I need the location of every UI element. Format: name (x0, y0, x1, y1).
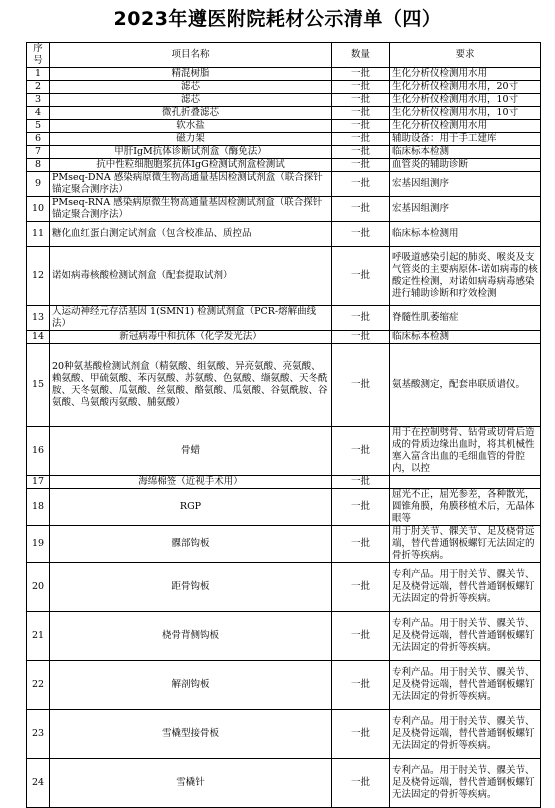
quantity-cell: 一批 (332, 612, 390, 661)
requirement-cell: 临床标本检测用 (390, 222, 541, 247)
serial-cell: 1 (27, 68, 50, 81)
table-row (27, 306, 541, 331)
requirement-cell: 生化分析仪检测用水用，10寸 (390, 94, 541, 107)
item-name-cell: 解剖钩板 (50, 661, 332, 710)
quantity-cell: 一批 (332, 563, 390, 612)
item-name-cell: 滤芯 (50, 94, 332, 107)
quantity-cell: 一批 (332, 120, 390, 133)
quantity-cell: 一批 (332, 427, 390, 476)
quantity-cell: 一批 (332, 68, 390, 81)
item-name-cell: 桡骨背侧钩板 (50, 612, 332, 661)
serial-cell: 16 (27, 427, 50, 476)
serial-cell: 17 (27, 476, 50, 489)
serial-cell: 3 (27, 94, 50, 107)
document-title: 2023年遵医附院耗材公示清单（四） (113, 8, 442, 30)
table-row (27, 94, 541, 107)
quantity-cell: 一批 (332, 133, 390, 146)
serial-cell: 8 (27, 159, 50, 172)
table-row (27, 476, 541, 489)
requirement-cell: 临床标本检测 (390, 331, 541, 344)
serial-cell: 6 (27, 133, 50, 146)
item-name-cell: 骨蜡 (50, 427, 332, 476)
quantity-cell: 一批 (332, 222, 390, 247)
item-name-cell: 海绵棉签（近视手术用） (50, 476, 332, 489)
table-row (27, 489, 541, 526)
requirement-cell: 辅助设备：用于手工建库 (390, 133, 541, 146)
serial-cell: 23 (27, 710, 50, 759)
serial-cell: 12 (27, 247, 50, 306)
requirement-cell: 宏基因组测序 (390, 197, 541, 222)
serial-cell: 22 (27, 661, 50, 710)
serial-cell: 5 (27, 120, 50, 133)
quantity-cell: 一批 (332, 489, 390, 526)
header-requirement: 要求 (390, 43, 541, 68)
serial-cell: 20 (27, 563, 50, 612)
serial-cell: 13 (27, 306, 50, 331)
materials-table (26, 42, 541, 808)
table-row (27, 427, 541, 476)
quantity-cell: 一批 (332, 172, 390, 197)
serial-cell: 14 (27, 331, 50, 344)
requirement-cell: 专利产品。用于肘关节、髁关节、足及桡骨远端，替代普通钢板螺钉无法固定的骨折等疾病。 (390, 759, 541, 808)
requirement-cell: 临床标本检测 (390, 146, 541, 159)
table-row (27, 612, 541, 661)
item-name-cell: RGP (50, 489, 332, 526)
serial-cell: 7 (27, 146, 50, 159)
requirement-cell: 专利产品。用于肘关节、髁关节、足及桡骨远端，替代普通钢板螺钉无法固定的骨折等疾病。 (390, 661, 541, 710)
requirement-cell: 用于肘关节、髁关节、足及桡骨远端，替代普通钢板螺钉无法固定的骨折等疾病。 (390, 526, 541, 563)
quantity-cell: 一批 (332, 331, 390, 344)
serial-cell: 11 (27, 222, 50, 247)
serial-cell: 15 (27, 344, 50, 427)
quantity-cell: 一批 (332, 710, 390, 759)
table-row (27, 197, 541, 222)
quantity-cell: 一批 (332, 344, 390, 427)
table-row (27, 344, 541, 427)
serial-cell: 21 (27, 612, 50, 661)
quantity-cell: 一批 (332, 81, 390, 94)
item-name-cell: 髁部钩板 (50, 526, 332, 563)
requirement-cell: 用于在控制劈骨、钻骨或切骨后造成的骨质边缘出血时，将其机械性塞入富含出血的毛细血管的骨腔内，以控 (390, 427, 541, 476)
requirement-cell: 生化分析仪检测用水用，20寸 (390, 81, 541, 94)
quantity-cell: 一批 (332, 759, 390, 808)
quantity-cell: 一批 (332, 661, 390, 710)
table-row (27, 172, 541, 197)
table-row (27, 710, 541, 759)
quantity-cell: 一批 (332, 526, 390, 563)
serial-cell: 18 (27, 489, 50, 526)
serial-cell: 4 (27, 107, 50, 120)
item-name-cell: PMseq-RNA 感染病原微生物高通量基因检测试剂盒（联合探针锚定聚合测序法） (50, 197, 332, 222)
table-row (27, 759, 541, 808)
requirement-cell: 屈光不正，屈光参差，各种散光，圆锥角膜，角膜移植术后，无晶体眼等 (390, 489, 541, 526)
table-row (27, 133, 541, 146)
item-name-cell: 精混树脂 (50, 68, 332, 81)
requirement-cell (390, 476, 541, 489)
requirement-cell: 生化分析仪检测用水用 (390, 68, 541, 81)
table-row (27, 661, 541, 710)
item-name-cell: 软水盐 (50, 120, 332, 133)
item-name-cell: 糖化血红蛋白测定试剂盒（包含校准品、质控品 (50, 222, 332, 247)
item-name-cell: 甲肝IgM抗体诊断试剂盒（酶免法） (50, 146, 332, 159)
table-row (27, 107, 541, 120)
requirement-cell: 呼吸道感染引起的肺炎、喉炎及支气管炎的主要病原体-诺如病毒的核酸定性检测，对诺如病毒病毒感染进行辅助诊断和疗效检测 (390, 247, 541, 306)
table-row (27, 159, 541, 172)
table-row (27, 526, 541, 563)
item-name-cell: 人运动神经元存活基因 1(SMN1) 检测试剂盒（PCR-熔解曲线法） (50, 306, 332, 331)
header-item-name: 项目名称 (50, 43, 332, 68)
quantity-cell: 一批 (332, 146, 390, 159)
requirement-cell: 氨基酸测定，配套串联质谱仪。 (390, 344, 541, 427)
requirement-cell: 生化分析仪检测用水用，10寸 (390, 107, 541, 120)
requirement-cell: 生化分析仪检测用水用 (390, 120, 541, 133)
quantity-cell: 一批 (332, 306, 390, 331)
table-row (27, 563, 541, 612)
header-serial: 序号 (27, 43, 50, 68)
serial-cell: 24 (27, 759, 50, 808)
table-row (27, 68, 541, 81)
item-name-cell: 新冠病毒中和抗体（化学发光法） (50, 331, 332, 344)
quantity-cell: 一批 (332, 247, 390, 306)
table-row (27, 247, 541, 306)
header-quantity: 数量 (332, 43, 390, 68)
item-name-cell: 距骨钩板 (50, 563, 332, 612)
table-body (27, 68, 541, 808)
table-row (27, 331, 541, 344)
item-name-cell: 抗中性粒细胞胞浆抗体IgG检测试剂盒检测试 (50, 159, 332, 172)
table-row (27, 146, 541, 159)
requirement-cell: 专利产品。用于肘关节、髁关节、足及桡骨远端，替代普通钢板螺钉无法固定的骨折等疾病。 (390, 710, 541, 759)
requirement-cell: 专利产品。用于肘关节、髁关节、足及桡骨远端，替代普通钢板螺钉无法固定的骨折等疾病。 (390, 612, 541, 661)
table-row (27, 81, 541, 94)
item-name-cell: 雪橇针 (50, 759, 332, 808)
item-name-cell: 诺如病毒核酸检测试剂盒（配套提取试剂） (50, 247, 332, 306)
serial-cell: 19 (27, 526, 50, 563)
requirement-cell: 宏基因组测序 (390, 172, 541, 197)
requirement-cell: 血管炎的辅助诊断 (390, 159, 541, 172)
serial-cell: 9 (27, 172, 50, 197)
table-row (27, 222, 541, 247)
requirement-cell: 专利产品。用于肘关节、髁关节、足及桡骨远端，替代普通钢板螺钉无法固定的骨折等疾病。 (390, 563, 541, 612)
item-name-cell: PMseq-DNA 感染病原微生物高通量基因检测试剂盒（联合探针锚定聚合测序法） (50, 172, 332, 197)
quantity-cell: 一批 (332, 107, 390, 120)
quantity-cell: 一批 (332, 159, 390, 172)
serial-cell: 2 (27, 81, 50, 94)
serial-cell: 10 (27, 197, 50, 222)
item-name-cell: 磁力架 (50, 133, 332, 146)
item-name-cell: 雪橇型接骨板 (50, 710, 332, 759)
item-name-cell: 滤芯 (50, 81, 332, 94)
table-header-row (27, 43, 541, 68)
item-name-cell: 微孔折叠滤芯 (50, 107, 332, 120)
quantity-cell: 一批 (332, 476, 390, 489)
table-row (27, 120, 541, 133)
item-name-cell: 20种氨基酸检测试剂盒（精氨酸、组氨酸、异亮氨酸、亮氨酸、赖氨酸、甲硫氨酸、苯丙氨酸、苏氨酸、色氨酸、缬氨酸、天冬酰胺、天冬氨酸、瓜氨酸、丝氨酸、酪氨酸、瓜氨酸、谷氨酰胺、谷氨酸、鸟氨酸丙氨酸、脯氨酸） (50, 344, 332, 427)
requirement-cell: 脊髓性肌萎缩症 (390, 306, 541, 331)
quantity-cell: 一批 (332, 197, 390, 222)
quantity-cell: 一批 (332, 94, 390, 107)
